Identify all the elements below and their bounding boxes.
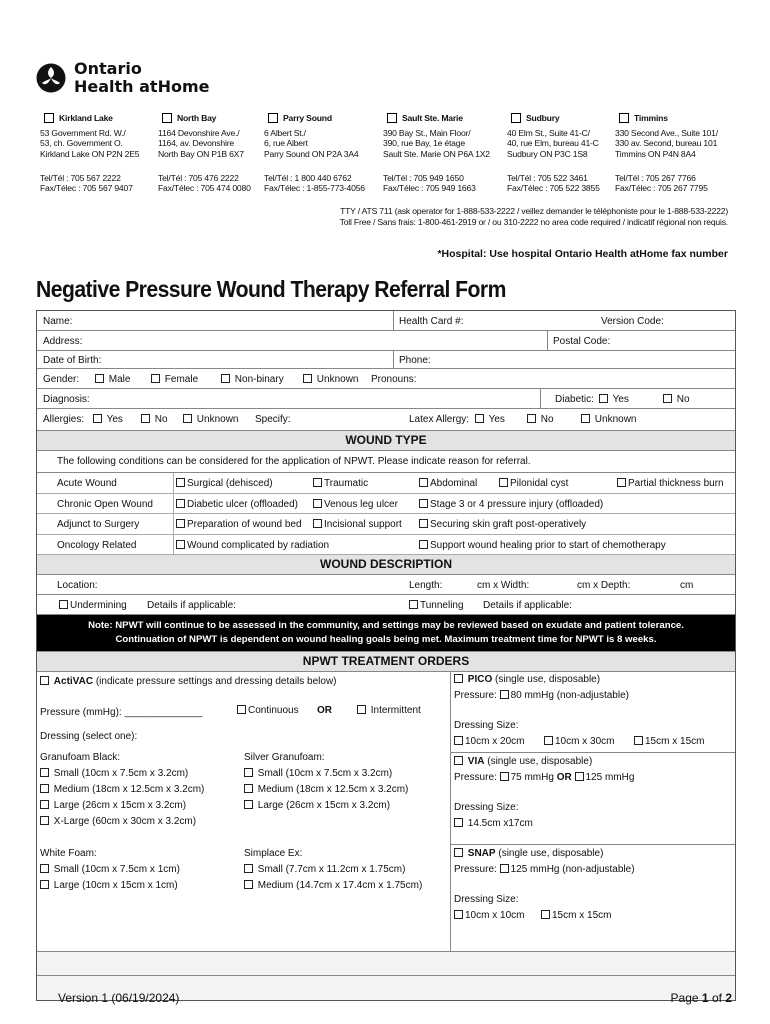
diagnosis-row xyxy=(37,389,735,409)
allergies-no-label: No xyxy=(154,414,168,425)
specify-label: Specify: xyxy=(255,414,291,425)
via-pressure-label: Pressure: xyxy=(454,772,497,783)
snap-size-2: 15cm x 15cm xyxy=(552,910,612,921)
wound-type-row-chronic xyxy=(37,494,735,515)
npwt-note xyxy=(37,615,735,652)
white-large-checkbox[interactable] xyxy=(40,880,49,889)
latex-yes-label: Yes xyxy=(488,414,505,425)
white-large: Large (10cm x 15cm x 1cm) xyxy=(53,880,178,891)
office-checkbox[interactable] xyxy=(511,113,521,123)
page-number xyxy=(671,991,732,1005)
via-or: OR xyxy=(556,772,572,783)
wound-type-row-acute xyxy=(37,473,735,494)
tty-info xyxy=(340,206,728,228)
office-north-bay xyxy=(158,113,251,194)
page-current: 1 xyxy=(701,991,709,1005)
office-sault-ste-marie xyxy=(383,113,490,194)
office-name: Parry Sound xyxy=(283,113,332,123)
allergies-unknown-label: Unknown xyxy=(196,414,239,425)
pilonidal-label: Pilonidal cyst xyxy=(510,478,569,489)
nonbinary-label: Non-binary xyxy=(234,374,284,385)
undermining-details-label: Details if applicable: xyxy=(147,600,236,611)
traumatic-label: Traumatic xyxy=(324,478,369,489)
granufoam-small-checkbox[interactable] xyxy=(40,768,49,777)
office-address: 390 Bay St., Main Floor/ xyxy=(383,127,471,138)
snap-checkbox[interactable] xyxy=(454,848,463,857)
office-address: Parry Sound ON P2A 3A4 xyxy=(264,148,359,159)
via-125: 125 mmHg xyxy=(585,772,635,783)
traumatic-checkbox[interactable] xyxy=(313,478,322,487)
diabetic-no-checkbox[interactable] xyxy=(663,394,672,403)
office-name: Kirkland Lake xyxy=(59,113,113,123)
office-fax: Fax/Télec : 1-855-773-4056 xyxy=(264,183,365,193)
office-fax: Fax/Télec : 705 567 9407 xyxy=(40,183,133,193)
dressing-select-label: Dressing (select one): xyxy=(40,731,138,742)
granufoam-label: Granufoam Black: xyxy=(40,752,121,763)
silver-large-checkbox[interactable] xyxy=(244,800,253,809)
office-address: 6 Albert St./ xyxy=(264,127,306,138)
npwt-heading: NPWT TREATMENT ORDERS xyxy=(37,652,735,672)
venous-ulcer-label: Venous leg ulcer xyxy=(324,498,398,510)
or-label: OR xyxy=(317,705,332,716)
simplace-small-checkbox[interactable] xyxy=(244,864,253,873)
office-name: North Bay xyxy=(177,113,217,123)
white-small-checkbox[interactable] xyxy=(40,864,49,873)
via-desc: (single use, disposable) xyxy=(487,756,593,767)
pico-dressing-size-label: Dressing Size: xyxy=(454,720,519,731)
granufoam-medium: Medium (18cm x 12.5cm x 3.2cm) xyxy=(53,784,205,795)
office-checkbox[interactable] xyxy=(619,113,629,123)
pico-size-1: 10cm x 20cm xyxy=(465,736,525,747)
office-timmins xyxy=(615,113,718,194)
wound-type-intro: The following conditions can be considered for the application of NPWT. Please indicate reason for referral. xyxy=(57,456,531,467)
name-row xyxy=(37,311,735,331)
hospital-note: *Hospital: Use hospital Ontario Health atHome fax number xyxy=(437,248,728,260)
office-address: 40, rue Elm, bureau 41-C xyxy=(507,138,599,148)
wound-type-label: Acute Wound xyxy=(57,478,117,489)
ontario-trillium-icon xyxy=(36,61,66,95)
brand-line-1: Ontario xyxy=(74,59,142,78)
unknown-gender-label: Unknown xyxy=(316,374,359,385)
skin-graft-checkbox[interactable] xyxy=(419,519,428,528)
office-address: Sault Ste. Marie ON P6A 1X2 xyxy=(383,148,490,159)
diagnosis-label: Diagnosis: xyxy=(43,394,90,405)
length-label: Length: xyxy=(409,580,443,591)
latex-yes-checkbox[interactable] xyxy=(475,414,484,423)
pico-desc: (single use, disposable) xyxy=(495,674,601,685)
diabetic-ulcer-label: Diabetic ulcer (offloaded) xyxy=(187,498,298,510)
pico-size-1-checkbox[interactable] xyxy=(454,736,463,745)
pilonidal-checkbox[interactable] xyxy=(499,478,508,487)
granufoam-xlarge: X-Large (60cm x 30cm x 3.2cm) xyxy=(53,816,197,827)
white-foam-label: White Foam: xyxy=(40,848,97,859)
wound-type-label: Adjunct to Surgery xyxy=(57,519,140,530)
incisional-checkbox[interactable] xyxy=(313,519,322,528)
chemotherapy-checkbox[interactable] xyxy=(419,540,428,549)
depth-label: cm x Depth: xyxy=(577,580,631,591)
continuous-checkbox[interactable] xyxy=(237,705,246,714)
brand-name xyxy=(74,60,209,96)
office-address: 1164 Devonshire Ave./ xyxy=(158,127,240,138)
via-checkbox[interactable] xyxy=(454,756,463,765)
via-dressing-size-label: Dressing Size: xyxy=(454,802,519,813)
chemotherapy-label: Support wound healing prior to start of chemotherapy xyxy=(430,539,666,551)
surgical-checkbox[interactable] xyxy=(176,478,185,487)
pico-size-2: 10cm x 30cm xyxy=(555,736,615,747)
office-tel: Tel/Tél : 1 800 440 6762 xyxy=(264,172,352,183)
office-address: 390, rue Bay, 1e étage xyxy=(383,138,465,148)
activac-desc: (indicate pressure settings and dressing details below) xyxy=(95,676,337,687)
pico-size-2-checkbox[interactable] xyxy=(544,736,553,745)
incisional-label: Incisional support xyxy=(324,519,402,530)
via-size: 14.5cm x17cm xyxy=(467,818,533,829)
name-label: Name: xyxy=(43,316,73,327)
pico-pressure-checkbox[interactable] xyxy=(500,690,509,699)
latex-unknown-label: Unknown xyxy=(594,414,637,425)
pico-pressure-value: 80 mmHg (non-adjustable) xyxy=(510,690,629,701)
latex-no-checkbox[interactable] xyxy=(527,414,536,423)
tunneling-label: Tunneling xyxy=(420,600,464,611)
wound-type-label: Oncology Related xyxy=(57,539,137,551)
location-label: Location: xyxy=(57,580,98,591)
activac-checkbox[interactable] xyxy=(40,676,49,685)
wound-type-row-adjunct xyxy=(37,514,735,535)
office-name: Sudbury xyxy=(526,113,560,123)
activac-label: ActiVAC xyxy=(53,676,94,687)
office-kirkland-lake xyxy=(40,113,139,194)
granufoam-large-checkbox[interactable] xyxy=(40,800,49,809)
office-tel: Tel/Tél : 705 522 3461 xyxy=(507,172,588,183)
intermittent-checkbox[interactable] xyxy=(357,705,366,714)
office-address: 330 av. Second, bureau 101 xyxy=(615,138,718,148)
office-checkbox[interactable] xyxy=(162,113,172,123)
simplace-label: Simplace Ex: xyxy=(244,848,303,859)
silver-large: Large (26cm x 15cm x 3.2cm) xyxy=(257,800,391,811)
intermittent-label: Intermittent xyxy=(370,705,421,716)
page-of: of xyxy=(711,991,722,1005)
allergies-no-checkbox[interactable] xyxy=(141,414,150,423)
phone-label: Phone: xyxy=(399,355,431,366)
office-address: Sudbury ON P3C 1S8 xyxy=(507,148,588,159)
male-label: Male xyxy=(108,374,131,385)
office-fax: Fax/Télec : 705 522 3855 xyxy=(507,183,600,193)
granufoam-small: Small (10cm x 7.5cm x 3.2cm) xyxy=(53,768,189,779)
tunneling-details-label: Details if applicable: xyxy=(483,600,572,611)
pico-label: PICO xyxy=(467,674,493,685)
note-line-1: Note: NPWT will continue to be assessed in the community, and settings may be reviewed based on exudate and patient tolerance. xyxy=(88,620,684,631)
latex-no-label: No xyxy=(540,414,554,425)
simplace-medium: Medium (14.7cm x 17.4cm x 1.75cm) xyxy=(257,880,423,891)
allergies-label: Allergies: xyxy=(43,414,85,425)
white-small: Small (10cm x 7.5cm x 1cm) xyxy=(53,864,180,875)
male-checkbox[interactable] xyxy=(95,374,104,383)
unknown-gender-checkbox[interactable] xyxy=(303,374,312,383)
postal-code-label: Postal Code: xyxy=(553,336,611,347)
pico-size-3: 15cm x 15cm xyxy=(645,736,705,747)
office-tel: Tel/Tél : 705 476 2222 xyxy=(158,172,239,183)
female-checkbox[interactable] xyxy=(151,374,160,383)
dob-label: Date of Birth: xyxy=(43,355,102,366)
wound-bed-label: Preparation of wound bed xyxy=(187,519,302,530)
office-sudbury xyxy=(507,113,600,194)
simplace-medium-checkbox[interactable] xyxy=(244,880,253,889)
undermining-label: Undermining xyxy=(70,600,127,611)
snap-dressing-size-label: Dressing Size: xyxy=(454,894,519,905)
venous-ulcer-checkbox[interactable] xyxy=(313,499,322,508)
diabetic-ulcer-checkbox[interactable] xyxy=(176,499,185,508)
silver-medium-checkbox[interactable] xyxy=(244,784,253,793)
office-tel: Tel/Tél : 705 267 7766 xyxy=(615,172,696,183)
allergies-row xyxy=(37,409,735,431)
snap-size-1-checkbox[interactable] xyxy=(454,910,463,919)
office-tel: Tel/Tél : 705 949 1650 xyxy=(383,172,464,183)
snap-pressure-label: Pressure: xyxy=(454,864,497,875)
page-total: 2 xyxy=(725,991,732,1005)
snap-pressure-checkbox[interactable] xyxy=(500,864,509,873)
nonbinary-checkbox[interactable] xyxy=(221,374,230,383)
burn-checkbox[interactable] xyxy=(617,478,626,487)
radiation-checkbox[interactable] xyxy=(176,540,185,549)
diabetic-yes-checkbox[interactable] xyxy=(599,394,608,403)
office-address: 330 Second Ave., Suite 101/ xyxy=(615,127,718,138)
female-label: Female xyxy=(164,374,199,385)
diabetic-label: Diabetic: xyxy=(555,394,594,405)
via-label: VIA xyxy=(467,756,485,767)
office-address: North Bay ON P1B 6X7 xyxy=(158,148,244,159)
office-address: 6, rue Albert xyxy=(264,138,308,148)
office-fax: Fax/Télec : 705 474 0080 xyxy=(158,183,251,193)
granufoam-large: Large (26cm x 15cm x 3.2cm) xyxy=(53,800,187,811)
office-address: 53 Government Rd. W./ xyxy=(40,127,126,138)
diabetic-yes-label: Yes xyxy=(612,394,629,405)
office-checkbox[interactable] xyxy=(44,113,54,123)
skin-graft-label: Securing skin graft post-operatively xyxy=(430,519,587,530)
surgical-label: Surgical (dehisced) xyxy=(187,478,273,489)
office-address: 53, ch. Government O. xyxy=(40,138,123,148)
continuous-label: Continuous xyxy=(248,705,299,716)
latex-label: Latex Allergy: xyxy=(409,414,470,425)
office-checkbox[interactable] xyxy=(268,113,278,123)
silver-medium: Medium (18cm x 12.5cm x 3.2cm) xyxy=(257,784,409,795)
snap-label: SNAP xyxy=(467,848,496,859)
office-address: 40 Elm St., Suite 41-C/ xyxy=(507,127,590,138)
via-75: 75 mmHg xyxy=(510,772,554,783)
abdominal-checkbox[interactable] xyxy=(419,478,428,487)
office-fax: Fax/Télec : 705 267 7795 xyxy=(615,183,708,193)
pico-checkbox[interactable] xyxy=(454,674,463,683)
radiation-label: Wound complicated by radiation xyxy=(187,539,330,551)
allergies-yes-label: Yes xyxy=(106,414,123,425)
granufoam-medium-checkbox[interactable] xyxy=(40,784,49,793)
silver-small: Small (10cm x 7.5cm x 3.2cm) xyxy=(257,768,393,779)
pico-pressure-label: Pressure: xyxy=(454,690,497,701)
pico-size-3-checkbox[interactable] xyxy=(634,736,643,745)
address-label: Address: xyxy=(43,336,83,347)
abdominal-label: Abdominal xyxy=(430,478,478,489)
health-card-label: Health Card #: xyxy=(399,316,464,327)
page-prefix: Page xyxy=(670,991,699,1005)
diabetic-no-label: No xyxy=(676,394,690,405)
office-name: Timmins xyxy=(634,113,668,123)
via-size-checkbox[interactable] xyxy=(454,818,463,827)
snap-pressure-value: 125 mmHg (non-adjustable) xyxy=(510,864,635,875)
tty-line: TTY / ATS 711 (ask operator for 1-888-533-2222 / veillez demander le téléphoniste pour le 1-888-533-2222) xyxy=(340,206,728,216)
simplace-small: Small (7.7cm x 11.2cm x 1.75cm) xyxy=(257,864,406,875)
undermining-row xyxy=(37,595,735,615)
snap-size-2-checkbox[interactable] xyxy=(541,910,550,919)
office-address: Kirkland Lake ON P2N 2E5 xyxy=(40,148,140,159)
width-label: cm x Width: xyxy=(477,580,530,591)
depth-unit: cm xyxy=(680,580,694,591)
pressure-label: Pressure (mmHg): ______________ xyxy=(40,707,203,718)
wound-bed-checkbox[interactable] xyxy=(176,519,185,528)
form-title: Negative Pressure Wound Therapy Referral Form xyxy=(36,276,506,302)
office-fax: Fax/Télec : 705 949 1663 xyxy=(383,183,476,193)
office-checkbox[interactable] xyxy=(387,113,397,123)
office-address: 1164, av. Devonshire xyxy=(158,138,234,148)
npwt-orders xyxy=(37,672,735,952)
office-address: Timmins ON P4N 8A4 xyxy=(615,148,696,159)
note-line-2: Continuation of NPWT is dependent on wound healing goals being met. Maximum treatment time for NPWT is 8 weeks. xyxy=(115,634,657,645)
silver-small-checkbox[interactable] xyxy=(244,768,253,777)
wound-type-label: Chronic Open Wound xyxy=(57,498,153,510)
allergies-yes-checkbox[interactable] xyxy=(93,414,102,423)
version-footer: Version 1 (06/19/2024) xyxy=(58,991,180,1005)
dob-row xyxy=(37,351,735,369)
pronouns-label: Pronouns: xyxy=(371,374,417,385)
office-tel: Tel/Tél : 705 567 2222 xyxy=(40,172,121,183)
gender-label: Gender: xyxy=(43,374,80,385)
silver-granufoam-label: Silver Granufoam: xyxy=(244,752,325,763)
wound-description-heading: WOUND DESCRIPTION xyxy=(37,555,735,575)
toll-free-line: Toll Free / Sans frais: 1-800-461-2919 or / ou 310-2222 no area code required / indicatif régional non requis. xyxy=(339,217,728,227)
granufoam-xlarge-checkbox[interactable] xyxy=(40,816,49,825)
wound-type-intro-row xyxy=(37,451,735,473)
via-125-checkbox[interactable] xyxy=(575,772,584,781)
snap-desc: (single use, disposable) xyxy=(498,848,604,859)
burn-label: Partial thickness burn xyxy=(628,478,724,489)
address-row xyxy=(37,331,735,351)
gender-row xyxy=(37,369,735,389)
version-code-label: Version Code: xyxy=(601,316,664,327)
pressure-injury-checkbox[interactable] xyxy=(419,499,428,508)
office-name: Sault Ste. Marie xyxy=(402,113,463,123)
undermining-checkbox[interactable] xyxy=(59,600,68,609)
blank-row-1[interactable] xyxy=(37,952,735,976)
wound-type-heading: WOUND TYPE xyxy=(37,431,735,451)
brand-logo xyxy=(36,60,209,96)
wound-type-row-oncology xyxy=(37,535,735,556)
snap-size-1: 10cm x 10cm xyxy=(465,910,525,921)
tunneling-checkbox[interactable] xyxy=(409,600,418,609)
pressure-injury-label: Stage 3 or 4 pressure injury (offloaded) xyxy=(430,498,604,510)
brand-line-2: Health atHome xyxy=(74,77,210,96)
via-75-checkbox[interactable] xyxy=(500,772,509,781)
office-parry-sound xyxy=(264,113,365,194)
latex-unknown-checkbox[interactable] xyxy=(581,414,590,423)
location-row xyxy=(37,575,735,595)
allergies-unknown-checkbox[interactable] xyxy=(183,414,192,423)
referral-form xyxy=(36,310,736,1001)
